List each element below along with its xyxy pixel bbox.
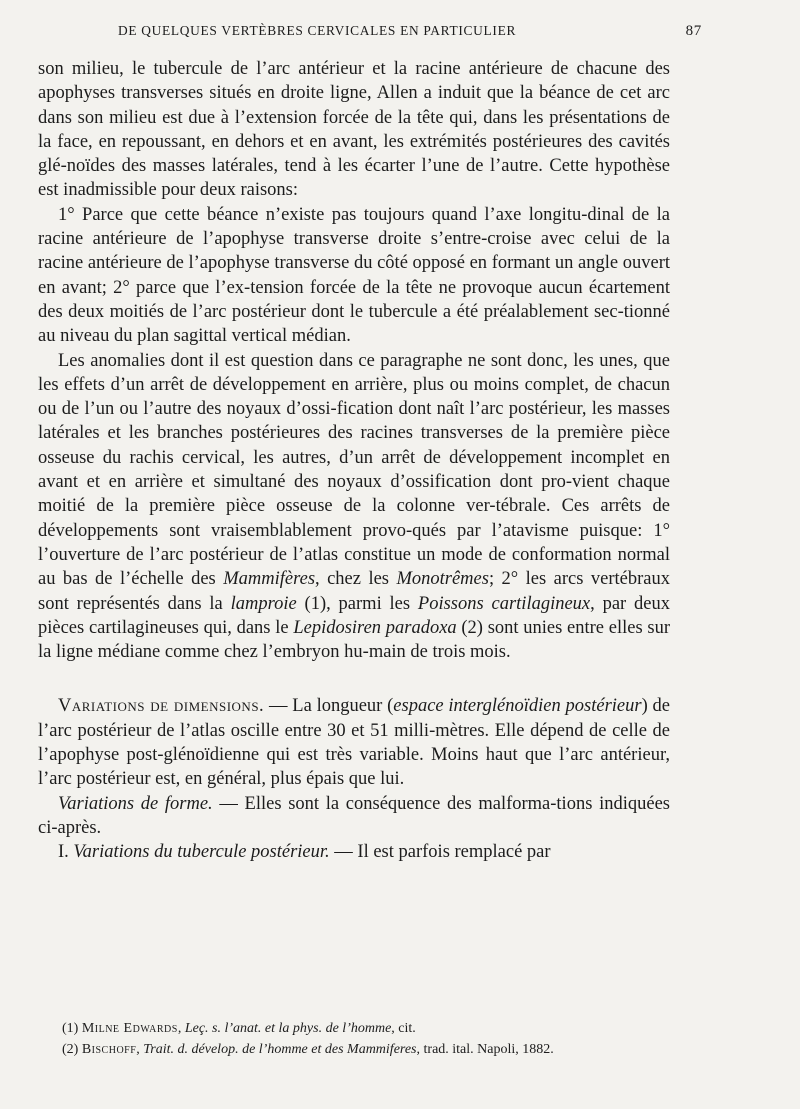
footnote-2-sep: , (136, 1041, 144, 1057)
paragraph-anomalies (38, 349, 670, 665)
paragraph-continuation: son milieu, le tubercule de l’arc antérieur et la racine antérieure de chacune des apophyses transverses situés en droite ligne, Allen a induit que la béance de cet arc dans son milieu est due à l’extension forcée de la tête qui, dans les présentations de la face, en repoussant, en dehors et en avant, les extrémités postérieures des cavités glé-noïdes des masses latérales, tend à les écarter l’une de l’autre. Cette hypothèse est inadmissible pour deux raisons: (38, 59, 670, 201)
body-text (38, 57, 670, 865)
paragraph-forme (38, 792, 670, 841)
footnote-2 (38, 1040, 670, 1061)
term-monotremes: Monotrêmes (396, 569, 489, 590)
footnote-1 (38, 1019, 670, 1040)
term-mammiferes: Mammifères (223, 569, 316, 590)
footnote-2-number: (2) (62, 1041, 82, 1057)
section-heading-tubercule: Variations du tubercule postérieur. (73, 842, 330, 863)
paragraph-reason-list: 1° Parce que cette béance n’existe pas toujours quand l’axe longitu-dinal de la racine antérieure de l’apophyse transverse droite s’entre-croise avec celui de la racine antérieure de l’apophyse transverse du côté opposé en formant un angle ouvert en avant; 2° parce que l’ex-tension forcée de la tête ne provoque aucun écartement des deux moitiés de l’arc postérieur dont le tubercule a été préalablement sec-tionné au niveau du plan sagittal vertical médian. (38, 204, 670, 347)
term-espace-interglenoidien: espace interglénoïdien postérieur (393, 696, 642, 717)
tubercule-text: — Il est parfois remplacé par (329, 842, 551, 863)
dimensions-text-a: — La longueur ( (264, 696, 394, 717)
paragraph-dimensions (38, 694, 670, 791)
anomalies-text-e: ; 2° les arcs vertébraux sont représentés dans la (38, 569, 671, 614)
footnote-2-title: Trait. d. dévelop. de l’homme et des Mammiferes (143, 1041, 417, 1057)
book-page (38, 0, 702, 1109)
term-lamproie: lamproie (230, 593, 297, 614)
page-number: 87 (685, 23, 702, 39)
anomalies-text-g: (1), parmi les (296, 593, 418, 614)
list-numeral: I. (58, 842, 74, 863)
anomalies-text-c: , chez les (315, 569, 397, 590)
footnote-2-rest: , trad. ital. Napoli, 1882. (416, 1041, 554, 1057)
forme-text: — Elles sont la conséquence des malforma-tions indiquées ci-après. (38, 793, 670, 838)
anomalies-text-a: Les anomalies dont il est question dans ce paragraphe ne sont donc, les unes, que les effets d’un arrêt de développement en arrière, plus ou moins complet, de chacun ou de l’un ou l’autre des noyaux d’ossi-fication dont naît l’arc postérieur, les masses latérales et les branches postérieures des racines transverses de la première pièce osseuse du rachis cervical, les autres, d’un arrêt de développement incomplet en avant et en arrière et simultané des noyaux d’ossification dont pro-vient chaque moitié de la première pièce osseuse de la colonne ver-tébrale. Ces arrêts de développements sont vraisemblablement provo-qués par l’atavisme puisque: 1° l’ouverture de l’arc postérieur de l’atlas constitue un mode de conformation normal au bas de l’échelle des (38, 350, 670, 590)
footnote-1-sep: , (177, 1021, 185, 1036)
paragraph-tubercule (38, 840, 670, 864)
dimensions-text-c: ) de l’arc postérieur de l’atlas oscille entre 30 et 51 milli-mètres. Elle dépend de celle de l’apophyse post-glénoïdienne qui est très variable. Moins haut que l’arc antérieur, l’arc postérieur est, en général, plus épais que lui. (38, 696, 671, 790)
anomalies-text-k: (2) sont unies entre elles sur la ligne médiane comme chez l’embryon hu-main de trois mois. (38, 617, 670, 663)
footnote-1-rest: , cit. (391, 1021, 416, 1036)
section-heading-forme: Variations de forme. (58, 793, 213, 814)
footnote-1-author: Milne Edwards (81, 1021, 178, 1036)
footnote-1-number: (1) (62, 1021, 82, 1036)
footnote-2-author: Bischoff (81, 1041, 137, 1057)
anomalies-text-i: , par deux pièces cartilagineuses qui, dans le (38, 593, 670, 638)
term-lepidosiren-paradoxa: Lepidosiren paradoxa (293, 617, 457, 638)
footnote-1-title: Leç. s. l’anat. et la phys. de l’homme (184, 1021, 392, 1036)
footnotes (38, 1019, 670, 1060)
term-poissons-cartilagineux: Poissons cartilagineux (417, 593, 591, 614)
running-title: DE QUELQUES VERTÈBRES CERVICALES EN PARTICULIER (118, 23, 517, 38)
section-heading-dimensions: Variations de dimensions. (58, 696, 265, 717)
